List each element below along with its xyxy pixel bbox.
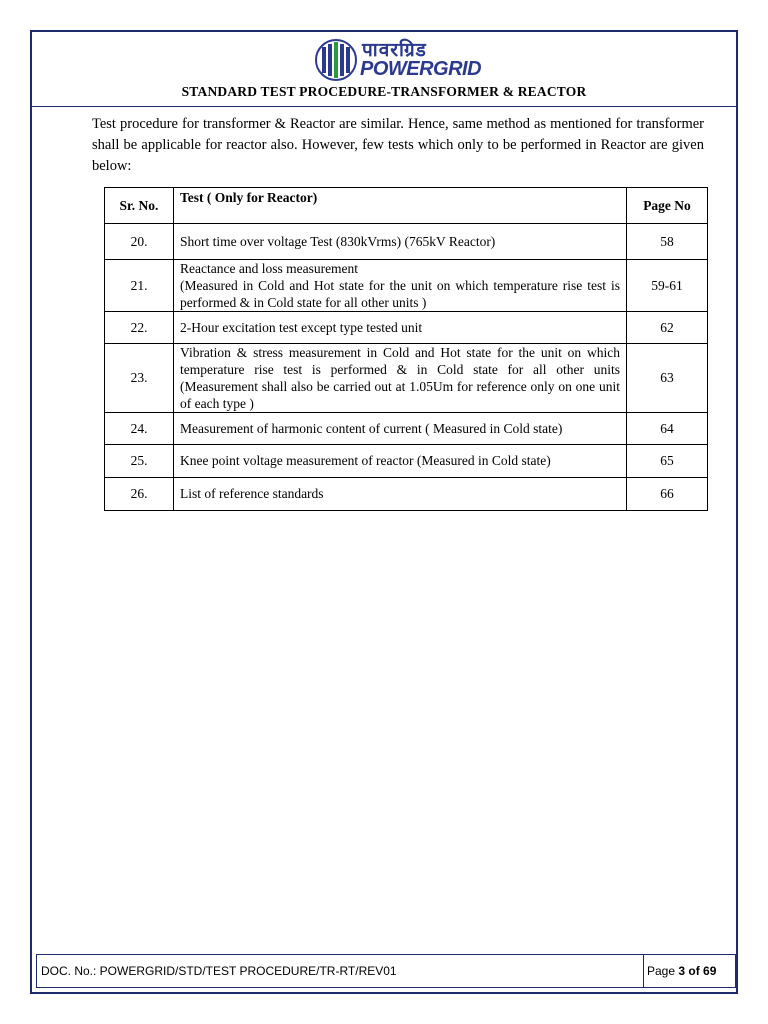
powergrid-logo	[314, 36, 494, 82]
row-sr-no: 21.	[105, 260, 174, 312]
table-row	[105, 413, 708, 445]
row-test: Vibration & stress measurement in Cold and Hot state for the unit on which temperature rise test is performed & in Cold state for all other units (Measurement shall also be carried out at 1.05Um for reference only on one unit of each type )	[174, 344, 627, 413]
row-sr-no: 20.	[105, 224, 174, 260]
row-test: Short time over voltage Test (830kVrms) (765kV Reactor)	[174, 224, 627, 260]
page-frame	[30, 30, 738, 994]
page-footer	[32, 954, 736, 990]
row-test: List of reference standards	[174, 478, 627, 511]
header-test: Test ( Only for Reactor)	[174, 188, 627, 224]
footer-doc-number: DOC. No.: POWERGRID/STD/TEST PROCEDURE/TR-RT/REV01	[41, 964, 397, 978]
footer-page-current: 3	[678, 964, 686, 978]
logo-text: POWERGRID	[360, 58, 482, 80]
table-row	[105, 312, 708, 344]
footer-page-of: of	[685, 964, 704, 978]
powergrid-emblem-icon	[314, 38, 358, 82]
row-page-no: 63	[627, 344, 708, 413]
footer-box	[36, 954, 736, 988]
page-header	[32, 32, 736, 107]
row-test: Measurement of harmonic content of current ( Measured in Cold state)	[174, 413, 627, 445]
table-header-row	[105, 188, 708, 224]
row-sr-no: 25.	[105, 445, 174, 478]
document-title: STANDARD TEST PROCEDURE-TRANSFORMER & REACTOR	[181, 84, 587, 99]
row-page-no: 59-61	[627, 260, 708, 312]
footer-page-total: 69	[703, 964, 717, 978]
row-test: Knee point voltage measurement of reactor (Measured in Cold state)	[174, 445, 627, 478]
row-page-no: 64	[627, 413, 708, 445]
row-page-no: 65	[627, 445, 708, 478]
footer-page-number	[647, 964, 716, 978]
row-sr-no: 23.	[105, 344, 174, 413]
reactor-tests-table	[104, 187, 708, 511]
table-row	[105, 445, 708, 478]
row-sr-no: 24.	[105, 413, 174, 445]
header-page-no: Page No	[627, 188, 708, 224]
row-page-no: 62	[627, 312, 708, 344]
header-sr-no: Sr. No.	[105, 188, 174, 224]
table-row	[105, 224, 708, 260]
intro-paragraph: Test procedure for transformer & Reactor are similar. Hence, same method as mentioned for transformer shall be applicable for reactor also. However, few tests which only to be performed in Reactor are given below:	[92, 116, 704, 174]
row-test-line: Reactance and loss measurement	[180, 261, 359, 276]
footer-divider	[643, 955, 644, 987]
logo-hindi-text: पावरग्रिड	[362, 39, 427, 61]
table-row	[105, 260, 708, 312]
row-test	[174, 260, 627, 312]
table-row	[105, 344, 708, 413]
row-sr-no: 22.	[105, 312, 174, 344]
row-page-no: 58	[627, 224, 708, 260]
footer-page-prefix: Page	[647, 964, 679, 978]
table-row	[105, 478, 708, 511]
row-sr-no: 26.	[105, 478, 174, 511]
row-test: 2-Hour excitation test except type tested unit	[174, 312, 627, 344]
row-page-no: 66	[627, 478, 708, 511]
row-test-line: (Measured in Cold and Hot state for the unit on which temperature rise test is performed & in Cold state for all other units )	[180, 278, 620, 310]
